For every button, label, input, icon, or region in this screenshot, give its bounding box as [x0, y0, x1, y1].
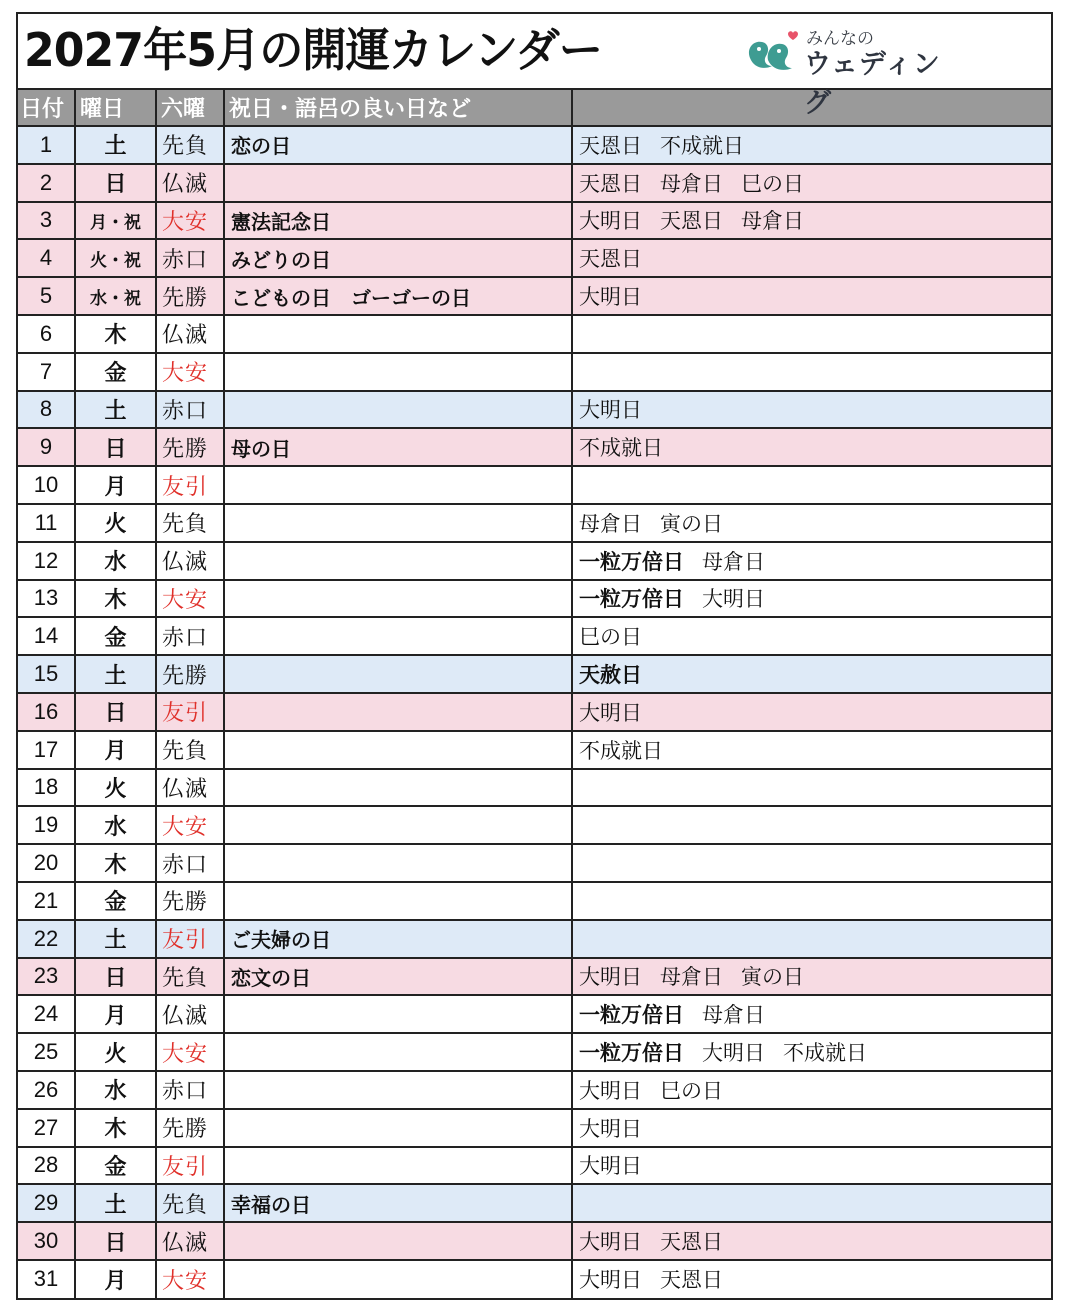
lucky-day-tag: 大明日 — [579, 398, 642, 423]
weekday-cell: 月 — [75, 466, 156, 504]
rokuyo-cell: 仏滅 — [156, 164, 224, 202]
lucky-day-tag: 大明日 — [579, 965, 642, 990]
table-row — [18, 1109, 1051, 1147]
logo-text-small: みんなの — [806, 29, 874, 49]
weekday-cell: 月・祝 — [75, 202, 156, 240]
rokuyo-cell: 先勝 — [156, 882, 224, 920]
table-row — [18, 1184, 1051, 1222]
rokuyo-cell: 仏滅 — [156, 315, 224, 353]
lucky-day-tag: 不成就日 — [660, 133, 744, 158]
table-row — [18, 920, 1051, 958]
rokuyo-cell: 赤口 — [156, 239, 224, 277]
event-cell: ご夫婦の日 — [224, 920, 572, 958]
lucky-day-tag: 寅の日 — [741, 965, 804, 990]
event-cell — [224, 353, 572, 391]
rokuyo-cell: 赤口 — [156, 1071, 224, 1109]
event-cell: 幸福の日 — [224, 1184, 572, 1222]
rokuyo-cell: 先負 — [156, 126, 224, 164]
rokuyo-cell: 先勝 — [156, 1109, 224, 1147]
event-cell — [224, 655, 572, 693]
rokuyo-cell: 赤口 — [156, 391, 224, 429]
table-row — [18, 353, 1051, 391]
date-cell: 19 — [18, 806, 75, 844]
date-cell: 6 — [18, 315, 75, 353]
event-cell — [224, 164, 572, 202]
notes-cell — [572, 1222, 1051, 1260]
date-cell: 9 — [18, 428, 75, 466]
date-cell: 10 — [18, 466, 75, 504]
table-row — [18, 202, 1051, 240]
lucky-day-tag: 巳の日 — [660, 1078, 723, 1103]
date-cell: 1 — [18, 126, 75, 164]
event-cell: こどもの日 ゴーゴーの日 — [224, 277, 572, 315]
lucky-day-tag: 天赦日 — [579, 663, 642, 688]
notes-cell — [572, 655, 1051, 693]
rokuyo-cell: 仏滅 — [156, 995, 224, 1033]
table-row — [18, 655, 1051, 693]
rokuyo-cell: 赤口 — [156, 617, 224, 655]
weekday-cell: 木 — [75, 1109, 156, 1147]
table-row — [18, 391, 1051, 429]
lucky-day-tag: 大明日 — [579, 1154, 642, 1179]
rokuyo-cell: 赤口 — [156, 844, 224, 882]
lucky-day-tag: 大明日 — [579, 1230, 642, 1254]
date-cell: 3 — [18, 202, 75, 240]
logo-text-big: ウェディング — [804, 49, 941, 119]
lucky-day-tag: 寅の日 — [660, 511, 723, 536]
date-cell: 14 — [18, 617, 75, 655]
rokuyo-cell: 大安 — [156, 1260, 224, 1298]
notes-cell — [572, 504, 1051, 542]
table-row — [18, 1071, 1051, 1109]
lucky-day-tag: 不成就日 — [579, 738, 663, 763]
table-row — [18, 580, 1051, 618]
notes-cell — [572, 466, 1051, 504]
weekday-cell: 水 — [75, 1071, 156, 1109]
event-cell: 恋の日 — [224, 126, 572, 164]
weekday-cell: 月 — [75, 1260, 156, 1298]
event-cell — [224, 1109, 572, 1147]
lucky-day-tag: 大明日 — [579, 1116, 642, 1141]
calendar-sheet — [16, 12, 1053, 1300]
table-row — [18, 164, 1051, 202]
calendar-table — [18, 90, 1051, 1298]
event-cell — [224, 315, 572, 353]
notes-cell — [572, 1109, 1051, 1147]
lucky-day-tag: 天恩日 — [660, 1268, 723, 1293]
weekday-cell: 月 — [75, 995, 156, 1033]
date-cell: 25 — [18, 1033, 75, 1071]
table-row — [18, 958, 1051, 996]
notes-cell — [572, 806, 1051, 844]
date-cell: 2 — [18, 164, 75, 202]
notes-cell — [572, 769, 1051, 807]
notes-cell — [572, 1033, 1051, 1071]
notes-cell — [572, 277, 1051, 315]
lucky-day-tag: 母倉日 — [702, 549, 765, 574]
event-cell — [224, 617, 572, 655]
lucky-day-tag: 天恩日 — [660, 1230, 723, 1254]
date-cell: 11 — [18, 504, 75, 542]
table-row — [18, 1147, 1051, 1185]
table-row — [18, 882, 1051, 920]
weekday-cell: 土 — [75, 391, 156, 429]
date-cell: 30 — [18, 1222, 75, 1260]
date-cell: 13 — [18, 580, 75, 618]
date-cell: 18 — [18, 769, 75, 807]
rokuyo-cell: 先勝 — [156, 655, 224, 693]
weekday-cell: 水 — [75, 806, 156, 844]
lucky-day-tag: 大明日 — [702, 587, 765, 612]
lucky-day-tag: 天恩日 — [579, 247, 642, 272]
weekday-cell: 金 — [75, 1147, 156, 1185]
table-row — [18, 504, 1051, 542]
calendar-body — [18, 126, 1051, 1298]
lucky-day-tag: 不成就日 — [579, 436, 663, 461]
notes-cell — [572, 844, 1051, 882]
date-cell: 20 — [18, 844, 75, 882]
weekday-cell: 火 — [75, 1033, 156, 1071]
table-row — [18, 731, 1051, 769]
weekday-cell: 木 — [75, 844, 156, 882]
lucky-day-tag: 大明日 — [579, 209, 642, 234]
notes-cell — [572, 693, 1051, 731]
date-cell: 8 — [18, 391, 75, 429]
notes-cell — [572, 239, 1051, 277]
weekday-cell: 土 — [75, 1184, 156, 1222]
brand-logo[interactable] — [744, 22, 964, 119]
table-row — [18, 126, 1051, 164]
event-cell — [224, 769, 572, 807]
weekday-cell: 日 — [75, 164, 156, 202]
event-cell — [224, 693, 572, 731]
table-row — [18, 315, 1051, 353]
header-rokuyo: 六曜 — [156, 90, 224, 126]
rokuyo-cell: 友引 — [156, 920, 224, 958]
rokuyo-cell: 先負 — [156, 1184, 224, 1222]
lucky-day-tag: 母倉日 — [660, 171, 723, 196]
notes-cell — [572, 428, 1051, 466]
lucky-day-tag: 大明日 — [579, 1078, 642, 1103]
rokuyo-cell: 先負 — [156, 504, 224, 542]
date-cell: 21 — [18, 882, 75, 920]
table-row — [18, 995, 1051, 1033]
weekday-cell: 水 — [75, 542, 156, 580]
lucky-day-tag: 一粒万倍日 — [579, 549, 684, 574]
weekday-cell: 土 — [75, 126, 156, 164]
rokuyo-cell: 先負 — [156, 731, 224, 769]
weekday-cell: 金 — [75, 882, 156, 920]
weekday-cell: 日 — [75, 958, 156, 996]
lucky-day-tag: 母倉日 — [579, 511, 642, 536]
table-row — [18, 239, 1051, 277]
event-cell — [224, 731, 572, 769]
date-cell: 4 — [18, 239, 75, 277]
notes-cell — [572, 995, 1051, 1033]
lucky-day-tag: 天恩日 — [579, 133, 642, 158]
lucky-day-tag: 巳の日 — [579, 625, 642, 650]
notes-cell — [572, 126, 1051, 164]
date-cell: 28 — [18, 1147, 75, 1185]
notes-cell — [572, 920, 1051, 958]
event-cell — [224, 1147, 572, 1185]
rokuyo-cell: 先勝 — [156, 277, 224, 315]
weekday-cell: 日 — [75, 1222, 156, 1260]
event-cell — [224, 806, 572, 844]
table-row — [18, 806, 1051, 844]
table-row — [18, 542, 1051, 580]
table-row — [18, 1260, 1051, 1298]
lucky-day-tag: 母倉日 — [741, 209, 804, 234]
date-cell: 7 — [18, 353, 75, 391]
rokuyo-cell: 仏滅 — [156, 769, 224, 807]
weekday-cell: 日 — [75, 428, 156, 466]
date-cell: 27 — [18, 1109, 75, 1147]
lucky-day-tag: 一粒万倍日 — [579, 1003, 684, 1028]
weekday-cell: 金 — [75, 617, 156, 655]
rokuyo-cell: 友引 — [156, 693, 224, 731]
notes-cell — [572, 1260, 1051, 1298]
rokuyo-cell: 大安 — [156, 806, 224, 844]
date-cell: 12 — [18, 542, 75, 580]
weekday-cell: 金 — [75, 353, 156, 391]
notes-cell — [572, 391, 1051, 429]
notes-cell — [572, 731, 1051, 769]
notes-cell — [572, 580, 1051, 618]
weekday-cell: 土 — [75, 655, 156, 693]
notes-cell — [572, 1071, 1051, 1109]
weekday-cell: 木 — [75, 315, 156, 353]
event-cell: みどりの日 — [224, 239, 572, 277]
rokuyo-cell: 友引 — [156, 466, 224, 504]
weekday-cell: 火・祝 — [75, 239, 156, 277]
lucky-day-tag: 大明日 — [579, 700, 642, 725]
table-row — [18, 1033, 1051, 1071]
lucky-day-tag: 天恩日 — [660, 209, 723, 234]
lucky-day-tag: 大明日 — [579, 1268, 642, 1293]
notes-cell — [572, 315, 1051, 353]
table-row — [18, 466, 1051, 504]
event-cell — [224, 1071, 572, 1109]
lucky-day-tag: 母倉日 — [660, 965, 723, 990]
event-cell — [224, 995, 572, 1033]
event-cell — [224, 1260, 572, 1298]
date-cell: 23 — [18, 958, 75, 996]
lucky-day-tag: 一粒万倍日 — [579, 587, 684, 612]
date-cell: 31 — [18, 1260, 75, 1298]
date-cell: 26 — [18, 1071, 75, 1109]
weekday-cell: 木 — [75, 580, 156, 618]
notes-cell — [572, 1147, 1051, 1185]
weekday-cell: 水・祝 — [75, 277, 156, 315]
notes-cell — [572, 1184, 1051, 1222]
weekday-cell: 日 — [75, 693, 156, 731]
date-cell: 16 — [18, 693, 75, 731]
event-cell: 母の日 — [224, 428, 572, 466]
date-cell: 17 — [18, 731, 75, 769]
table-row — [18, 428, 1051, 466]
lucky-day-tag: 母倉日 — [702, 1003, 765, 1028]
event-cell — [224, 504, 572, 542]
header-events: 祝日・語呂の良い日など — [224, 90, 572, 126]
rokuyo-cell: 大安 — [156, 1033, 224, 1071]
table-row — [18, 769, 1051, 807]
notes-cell — [572, 617, 1051, 655]
event-cell — [224, 882, 572, 920]
notes-cell — [572, 164, 1051, 202]
rokuyo-cell: 大安 — [156, 353, 224, 391]
rokuyo-cell: 大安 — [156, 202, 224, 240]
rokuyo-cell: 仏滅 — [156, 1222, 224, 1260]
table-row — [18, 277, 1051, 315]
rokuyo-cell: 先勝 — [156, 428, 224, 466]
date-cell: 29 — [18, 1184, 75, 1222]
lucky-day-tag: 天恩日 — [579, 171, 642, 196]
header-dow: 曜日 — [75, 90, 156, 126]
birds-logo-icon — [744, 28, 800, 72]
lucky-day-tag: 巳の日 — [741, 171, 804, 196]
lucky-day-tag: 不成就日 — [783, 1041, 867, 1066]
event-cell — [224, 580, 572, 618]
weekday-cell: 火 — [75, 769, 156, 807]
rokuyo-cell: 先負 — [156, 958, 224, 996]
event-cell: 恋文の日 — [224, 958, 572, 996]
rokuyo-cell: 友引 — [156, 1147, 224, 1185]
table-row — [18, 844, 1051, 882]
event-cell — [224, 542, 572, 580]
notes-cell — [572, 542, 1051, 580]
rokuyo-cell: 大安 — [156, 580, 224, 618]
table-row — [18, 1222, 1051, 1260]
table-row — [18, 617, 1051, 655]
event-cell — [224, 1033, 572, 1071]
rokuyo-cell: 仏滅 — [156, 542, 224, 580]
table-row — [18, 693, 1051, 731]
date-cell: 5 — [18, 277, 75, 315]
date-cell: 22 — [18, 920, 75, 958]
date-cell: 15 — [18, 655, 75, 693]
date-cell: 24 — [18, 995, 75, 1033]
event-cell — [224, 391, 572, 429]
header-date: 日付 — [18, 90, 75, 126]
weekday-cell: 火 — [75, 504, 156, 542]
notes-cell — [572, 353, 1051, 391]
notes-cell — [572, 202, 1051, 240]
weekday-cell: 土 — [75, 920, 156, 958]
event-cell: 憲法記念日 — [224, 202, 572, 240]
event-cell — [224, 1222, 572, 1260]
weekday-cell: 月 — [75, 731, 156, 769]
notes-cell — [572, 882, 1051, 920]
lucky-day-tag: 大明日 — [702, 1041, 765, 1066]
event-cell — [224, 466, 572, 504]
lucky-day-tag: 一粒万倍日 — [579, 1041, 684, 1066]
lucky-day-tag: 大明日 — [579, 285, 642, 310]
page-title: 2027年5月の開運カレンダー — [24, 23, 602, 77]
event-cell — [224, 844, 572, 882]
notes-cell — [572, 958, 1051, 996]
